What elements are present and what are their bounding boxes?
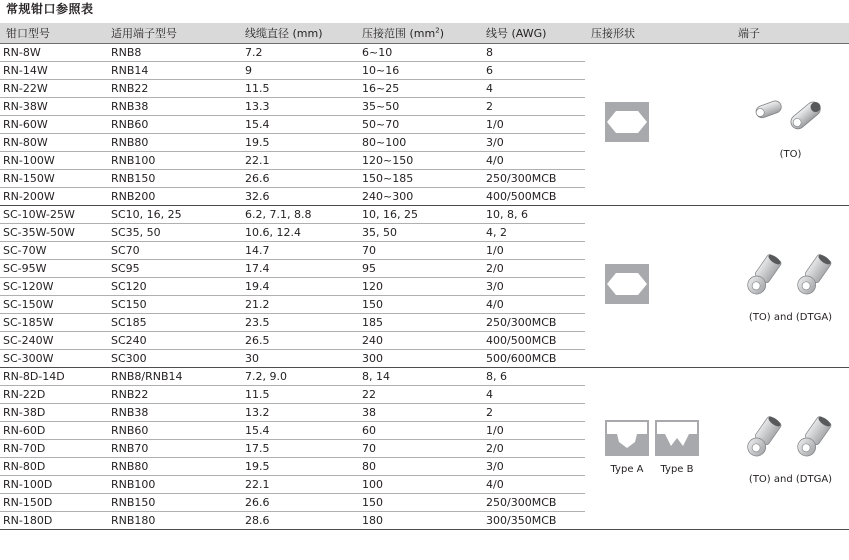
jaw-model-cell: SC-185W: [0, 314, 105, 332]
terminal-model-cell: SC70: [105, 242, 239, 260]
terminal-model-cell: RNB100: [105, 476, 239, 494]
awg-cell: 4/0: [480, 152, 585, 170]
jaw-model-cell: RN-38D: [0, 404, 105, 422]
awg-cell: 4: [480, 386, 585, 404]
cable-diameter-cell: 19.5: [239, 134, 356, 152]
cable-diameter-cell: 22.1: [239, 152, 356, 170]
crimp-range-cell: 150: [356, 296, 480, 314]
header-cell: 压接形状: [585, 23, 732, 44]
awg-cell: 2: [480, 404, 585, 422]
crimp-range-cell: 120: [356, 278, 480, 296]
terminal-model-cell: SC35, 50: [105, 224, 239, 242]
crimp-range-cell: 8, 14: [356, 368, 480, 386]
jaw-model-cell: RN-8D-14D: [0, 368, 105, 386]
awg-cell: 4/0: [480, 476, 585, 494]
awg-cell: 2: [480, 98, 585, 116]
crimp-shape-cell: [585, 368, 732, 530]
cable-diameter-cell: 28.6: [239, 512, 356, 530]
awg-cell: 250/300MCB: [480, 170, 585, 188]
jaw-model-cell: RN-60D: [0, 422, 105, 440]
cable-diameter-cell: 15.4: [239, 116, 356, 134]
terminal-model-cell: RNB60: [105, 116, 239, 134]
ring-terminal-lugs-icon: [741, 410, 841, 466]
awg-cell: 250/300MCB: [480, 314, 585, 332]
shape-type-label: Type A: [610, 463, 644, 475]
crimp-range-cell: 180: [356, 512, 480, 530]
jaw-model-cell: RN-150D: [0, 494, 105, 512]
jaw-model-cell: RN-8W: [0, 44, 105, 62]
awg-cell: 8: [480, 44, 585, 62]
jaw-model-cell: SC-35W-50W: [0, 224, 105, 242]
terminal-model-cell: SC150: [105, 296, 239, 314]
terminal-model-cell: RNB60: [105, 422, 239, 440]
terminal-model-cell: RNB150: [105, 494, 239, 512]
cable-diameter-cell: 7.2: [239, 44, 356, 62]
ring-terminal-lugs-icon: [741, 248, 841, 304]
header-row: [0, 23, 849, 44]
crimp-range-cell: 150: [356, 494, 480, 512]
cable-diameter-cell: 11.5: [239, 386, 356, 404]
cable-diameter-cell: 13.3: [239, 98, 356, 116]
awg-cell: 3/0: [480, 278, 585, 296]
awg-cell: 500/600MCB: [480, 350, 585, 368]
cable-diameter-cell: 23.5: [239, 314, 356, 332]
cable-diameter-cell: 11.5: [239, 80, 356, 98]
terminal-model-cell: SC300: [105, 350, 239, 368]
crimp-range-cell: 6~10: [356, 44, 480, 62]
crimp-shape-cell: [585, 206, 732, 368]
jaw-model-cell: SC-300W: [0, 350, 105, 368]
hex-crimp-shape-icon: [605, 264, 649, 304]
terminal-model-cell: RNB22: [105, 386, 239, 404]
terminal-model-cell: RNB200: [105, 188, 239, 206]
jaw-model-cell: RN-200W: [0, 188, 105, 206]
crimp-range-cell: 50~70: [356, 116, 480, 134]
cable-diameter-cell: 19.5: [239, 458, 356, 476]
awg-cell: 400/500MCB: [480, 332, 585, 350]
header-cell: 线缆直径 (mm): [239, 23, 356, 44]
jaw-model-cell: RN-80W: [0, 134, 105, 152]
crimp-range-cell: 100: [356, 476, 480, 494]
awg-cell: 2/0: [480, 260, 585, 278]
awg-cell: 250/300MCB: [480, 494, 585, 512]
crimp-range-cell: 95: [356, 260, 480, 278]
table-row: [0, 206, 849, 224]
crimp-range-cell: 70: [356, 440, 480, 458]
cable-diameter-cell: 17.4: [239, 260, 356, 278]
header-cell: 钳口型号: [0, 23, 105, 44]
jaw-model-cell: SC-95W: [0, 260, 105, 278]
crimp-range-cell: 300: [356, 350, 480, 368]
crimp-range-cell: 38: [356, 404, 480, 422]
ring-terminal-lug-icon: [751, 87, 831, 141]
cable-diameter-cell: 17.5: [239, 440, 356, 458]
terminal-model-cell: RNB8: [105, 44, 239, 62]
shape-type-label: Type B: [660, 463, 694, 475]
awg-cell: 1/0: [480, 116, 585, 134]
header-cell: 适用端子型号: [105, 23, 239, 44]
awg-cell: 4, 2: [480, 224, 585, 242]
jaw-model-cell: RN-38W: [0, 98, 105, 116]
jaw-model-cell: SC-10W-25W: [0, 206, 105, 224]
terminal-model-cell: RNB14: [105, 62, 239, 80]
cable-diameter-cell: 30: [239, 350, 356, 368]
awg-cell: 400/500MCB: [480, 188, 585, 206]
terminal-model-cell: RNB150: [105, 170, 239, 188]
terminal-model-cell: RNB8/RNB14: [105, 368, 239, 386]
jaw-model-cell: RN-80D: [0, 458, 105, 476]
crimp-range-cell: 150~185: [356, 170, 480, 188]
terminal-model-cell: SC120: [105, 278, 239, 296]
terminal-model-cell: SC10, 16, 25: [105, 206, 239, 224]
terminal-cell: [732, 368, 849, 530]
jaw-model-cell: RN-22W: [0, 80, 105, 98]
crimp-range-cell: 10~16: [356, 62, 480, 80]
jaw-model-cell: RN-150W: [0, 170, 105, 188]
crimp-range-cell: 60: [356, 422, 480, 440]
page-title: 常规钳口参照表: [6, 2, 94, 16]
jaw-model-cell: RN-60W: [0, 116, 105, 134]
crimp-range-cell: 80: [356, 458, 480, 476]
jaw-model-cell: RN-100D: [0, 476, 105, 494]
crimp-shape-cell: [585, 44, 732, 206]
terminal-model-cell: RNB80: [105, 134, 239, 152]
crimp-range-cell: 120~150: [356, 152, 480, 170]
terminal-model-cell: SC185: [105, 314, 239, 332]
crimp-range-cell: 35~50: [356, 98, 480, 116]
terminal-caption: (TO) and (DTGA): [748, 311, 833, 323]
cable-diameter-cell: 22.1: [239, 476, 356, 494]
table-row: [0, 44, 849, 62]
terminal-model-cell: RNB80: [105, 458, 239, 476]
awg-cell: 3/0: [480, 458, 585, 476]
awg-cell: 3/0: [480, 134, 585, 152]
header-cell: 线号 (AWG): [480, 23, 585, 44]
crimp-range-cell: 185: [356, 314, 480, 332]
header-cell: 压接范围 $(mm^2)$: [356, 23, 480, 44]
crimp-range-cell: 240: [356, 332, 480, 350]
cable-diameter-cell: 26.6: [239, 494, 356, 512]
crimp-range-cell: 22: [356, 386, 480, 404]
cable-diameter-cell: 26.5: [239, 332, 356, 350]
cable-diameter-cell: 6.2, 7.1, 8.8: [239, 206, 356, 224]
jaw-model-cell: RN-14W: [0, 62, 105, 80]
jaw-model-cell: RN-180D: [0, 512, 105, 530]
awg-cell: 1/0: [480, 422, 585, 440]
terminal-model-cell: SC95: [105, 260, 239, 278]
header-cell: 端子: [732, 23, 849, 44]
crimp-range-cell: 10, 16, 25: [356, 206, 480, 224]
awg-cell: 4/0: [480, 296, 585, 314]
crimp-range-cell: 16~25: [356, 80, 480, 98]
terminal-cell: [732, 44, 849, 206]
jaw-model-cell: SC-240W: [0, 332, 105, 350]
cable-diameter-cell: 13.2: [239, 404, 356, 422]
terminal-model-cell: RNB38: [105, 404, 239, 422]
awg-cell: 6: [480, 62, 585, 80]
terminal-caption: (TO) and (DTGA): [748, 473, 833, 485]
terminal-model-cell: RNB180: [105, 512, 239, 530]
hex-crimp-shape-icon: [605, 102, 649, 142]
reference-table: [0, 23, 849, 530]
crimp-range-cell: 70: [356, 242, 480, 260]
awg-cell: 8, 6: [480, 368, 585, 386]
jaw-model-cell: SC-70W: [0, 242, 105, 260]
jaw-model-cell: SC-150W: [0, 296, 105, 314]
terminal-model-cell: RNB22: [105, 80, 239, 98]
jaw-model-cell: SC-120W: [0, 278, 105, 296]
awg-cell: 2/0: [480, 440, 585, 458]
cable-diameter-cell: 32.6: [239, 188, 356, 206]
terminal-model-cell: SC240: [105, 332, 239, 350]
cable-diameter-cell: 19.4: [239, 278, 356, 296]
terminal-cell: [732, 206, 849, 368]
awg-cell: 4: [480, 80, 585, 98]
cable-diameter-cell: 15.4: [239, 422, 356, 440]
table-row: [0, 368, 849, 386]
cable-diameter-cell: 7.2, 9.0: [239, 368, 356, 386]
cable-diameter-cell: 9: [239, 62, 356, 80]
cable-diameter-cell: 26.6: [239, 170, 356, 188]
crimp-range-cell: 240~300: [356, 188, 480, 206]
cable-diameter-cell: 14.7: [239, 242, 356, 260]
type-b-shape-icon: [655, 420, 699, 456]
awg-cell: 10, 8, 6: [480, 206, 585, 224]
cable-diameter-cell: 10.6, 12.4: [239, 224, 356, 242]
terminal-model-cell: RNB70: [105, 440, 239, 458]
jaw-model-cell: RN-100W: [0, 152, 105, 170]
crimp-range-cell: 80~100: [356, 134, 480, 152]
terminal-model-cell: RNB100: [105, 152, 239, 170]
terminal-caption: (TO): [779, 148, 802, 160]
awg-cell: 1/0: [480, 242, 585, 260]
jaw-model-cell: RN-70D: [0, 440, 105, 458]
type-a-shape-icon: [605, 420, 649, 456]
terminal-model-cell: RNB38: [105, 98, 239, 116]
crimp-range-cell: 35, 50: [356, 224, 480, 242]
awg-cell: 300/350MCB: [480, 512, 585, 530]
jaw-model-cell: RN-22D: [0, 386, 105, 404]
cable-diameter-cell: 21.2: [239, 296, 356, 314]
